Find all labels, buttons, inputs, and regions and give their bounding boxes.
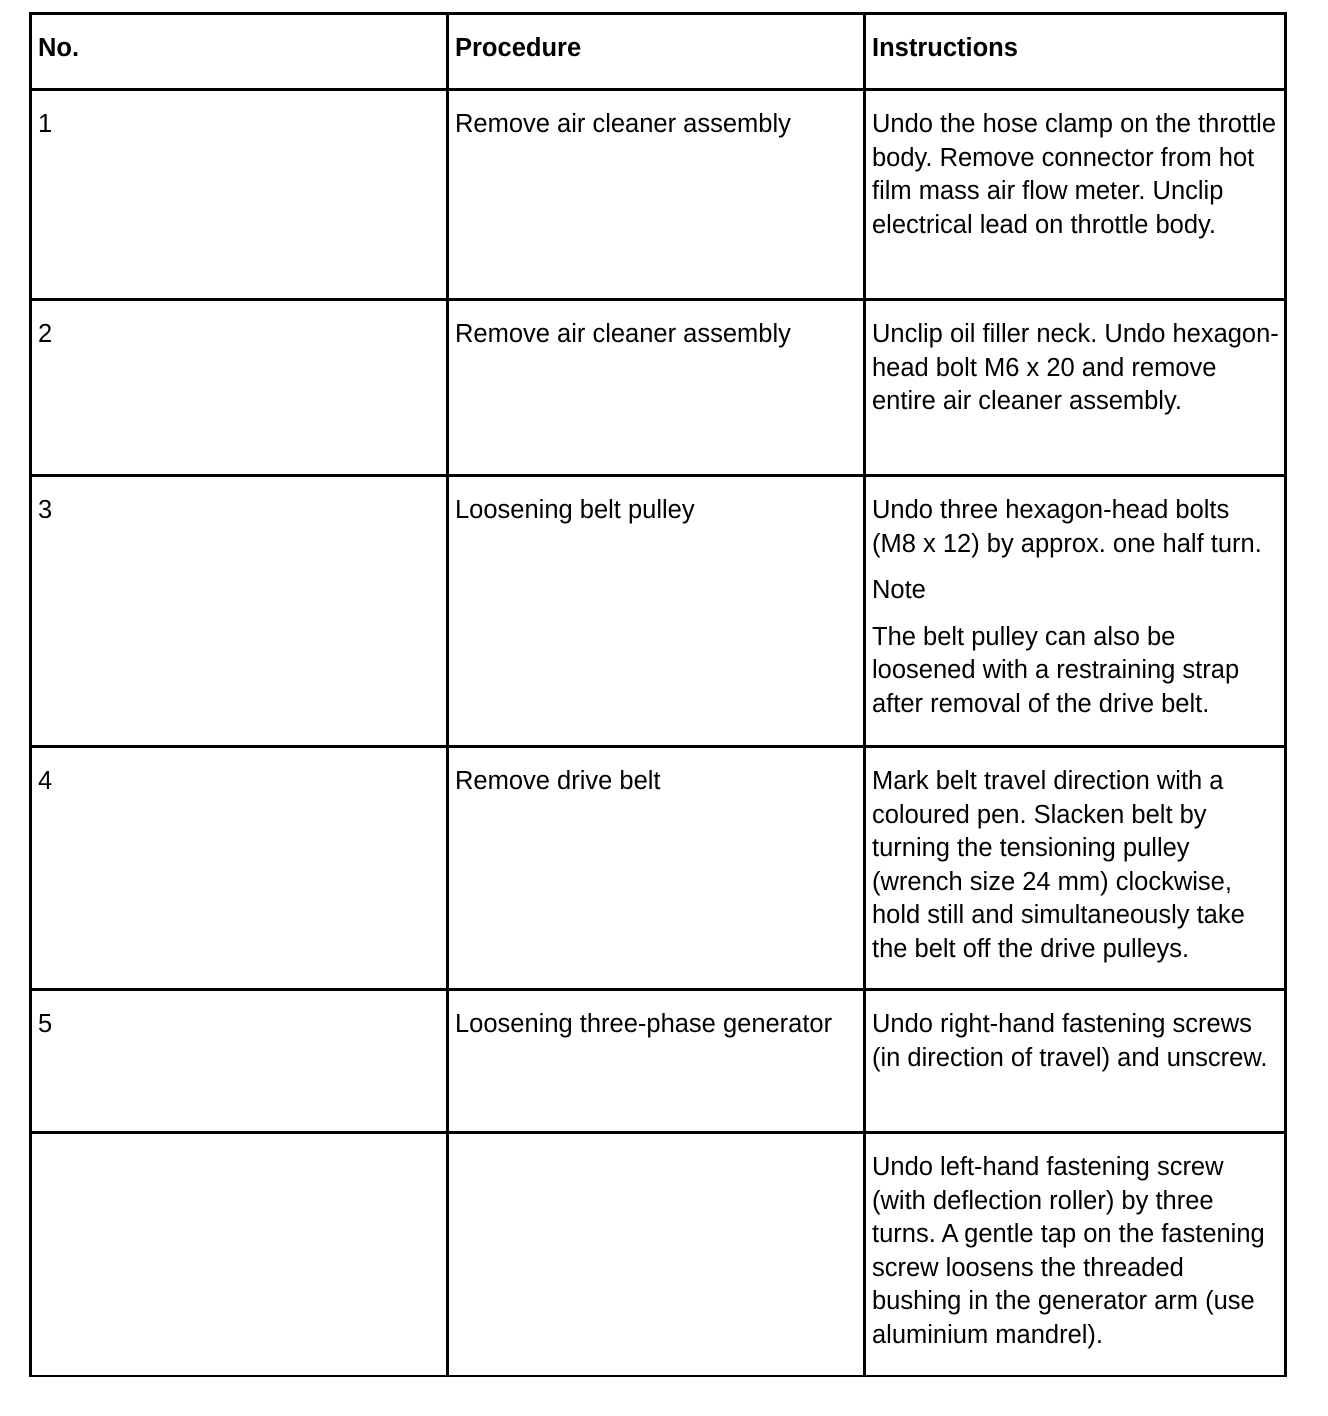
instruction-text: Mark belt travel direction with a coloured pen. Slacken belt by turning the tensioning pulley (wrench size 24 mm) clockwise, hold still and simultaneously take the belt off the drive pulleys. [872,767,1245,963]
row-number: 4 [31,747,448,990]
table-row [31,300,1286,476]
note-label: Note [872,576,926,604]
row-instructions [865,476,1286,747]
procedure-table [29,12,1287,1377]
note-text: The belt pulley can also be loosened with a restraining strap after removal of the drive belt. [872,622,1240,718]
row-number: 2 [31,300,448,476]
table-row [31,90,1286,300]
row-procedure: Remove air cleaner assembly [448,300,865,476]
row-number [31,1133,448,1376]
header-no: No. [31,14,448,90]
row-instructions [865,747,1286,990]
table-row [31,476,1286,747]
row-number: 1 [31,90,448,300]
row-instructions [865,990,1286,1133]
header-procedure: Procedure [448,14,865,90]
row-instructions [865,300,1286,476]
row-number: 3 [31,476,448,747]
row-procedure: Remove drive belt [448,747,865,990]
instruction-text: Undo left-hand fastening screw (with deflection roller) by three turns. A gentle tap on the fastening screw loosens the threaded bushing in the generator arm (use aluminium mandrel). [872,1153,1265,1349]
table-row [31,990,1286,1133]
row-instructions [865,1133,1286,1376]
instruction-text: Undo the hose clamp on the throttle body. Remove connector from hot film mass air flow meter. Unclip electrical lead on throttle body. [872,110,1277,239]
table-row [31,747,1286,990]
row-procedure: Remove air cleaner assembly [448,90,865,300]
table-row [31,1133,1286,1376]
instruction-text: Undo three hexagon-head bolts (M8 x 12) by approx. one half turn. [872,496,1262,558]
row-procedure: Loosening belt pulley [448,476,865,747]
row-procedure [448,1133,865,1376]
instruction-text: Unclip oil filler neck. Undo hexagon-head bolt M6 x 20 and remove entire air cleaner assembly. [872,320,1279,415]
row-procedure: Loosening three-phase generator [448,990,865,1133]
header-row [31,14,1286,90]
header-instructions: Instructions [865,14,1286,90]
row-instructions [865,90,1286,300]
instruction-text: Undo right-hand fastening screws (in direction of travel) and unscrew. [872,1010,1268,1072]
row-number: 5 [31,990,448,1133]
